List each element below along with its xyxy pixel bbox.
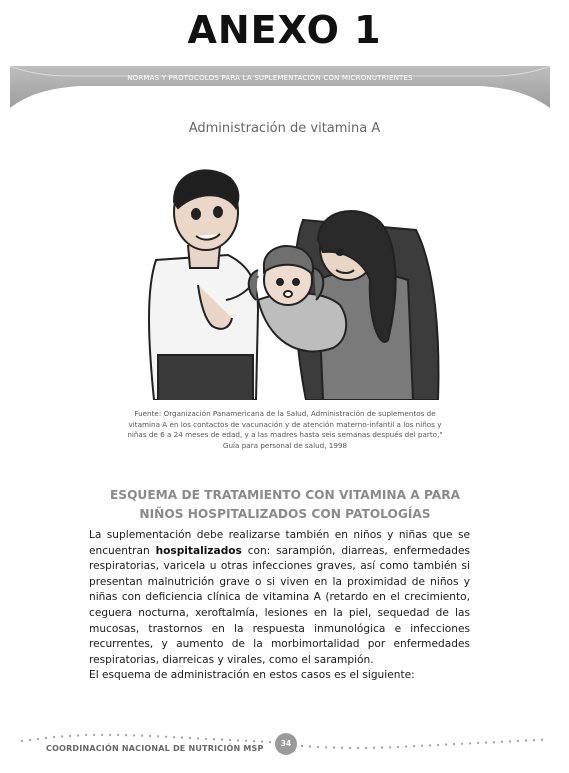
heading-line: NIÑOS HOSPITALIZADOS CON PATOLOGÍAS	[139, 507, 431, 521]
header-banner	[10, 64, 550, 110]
annex-title: ANEXO 1	[187, 8, 382, 52]
body-lead: La suplementación debe realizarse también en niños y niñas que se encuentran	[89, 529, 470, 557]
image-caption	[96, 409, 474, 451]
heading-line: ESQUEMA DE TRATAMIENTO CON VITAMINA A PARA	[109, 488, 461, 502]
body-paragraph	[89, 528, 470, 668]
section-title: Administración de vitamina A	[188, 121, 381, 136]
body-bold-term: hospitalizados	[155, 544, 242, 557]
footer-text: COORDINACIÓN NACIONAL DE NUTRICIÓN MSP	[46, 744, 264, 753]
father-figure	[149, 170, 258, 400]
body-closing: El esquema de administración en estos casos es el siguiente:	[89, 669, 415, 682]
header-banner-text: NORMAS Y PROTOCOLOS PARA LA SUPLEMENTACIÓN CON MICRONUTRIENTES	[127, 74, 413, 82]
caption-line: Fuente: Organización Panamericana de la Salud, Administración de suplementos de	[134, 409, 436, 418]
caption-line: niñas de 6 a 24 meses de edad, y a las madres hasta seis semanas después del parto,"	[127, 430, 443, 440]
footer-dots-right	[301, 739, 543, 750]
caption-line: vitamina A en los contactos de vacunación y de atención materno-infantil a los niños y	[128, 419, 442, 429]
caption-line: Guía para personal de salud, 1998	[222, 440, 348, 450]
family-illustration	[118, 150, 448, 400]
page-number-badge: 34	[275, 733, 297, 755]
footer-dots-left	[21, 734, 271, 743]
body-text	[89, 528, 470, 684]
section-heading	[70, 486, 500, 524]
body-rest: con: sarampión, diarreas, enfermedades respiratorias, varicela u otras infecciones graves, así como también si presentan malnutrición grave o si viven en la proximidad de niños y niñas con deficiencia clínica de vitamina A (retardo en el crecimiento, ceguera nocturna, xeroftalmía, lesiones en la piel, sequedad de las mucosas, trastornos en la respuesta inmunológica e infecciones recurrentes, y aumento de la morbimortalidad por enfermedades respiratorias, diarreicas y virales, como el sarampión.	[89, 544, 471, 666]
